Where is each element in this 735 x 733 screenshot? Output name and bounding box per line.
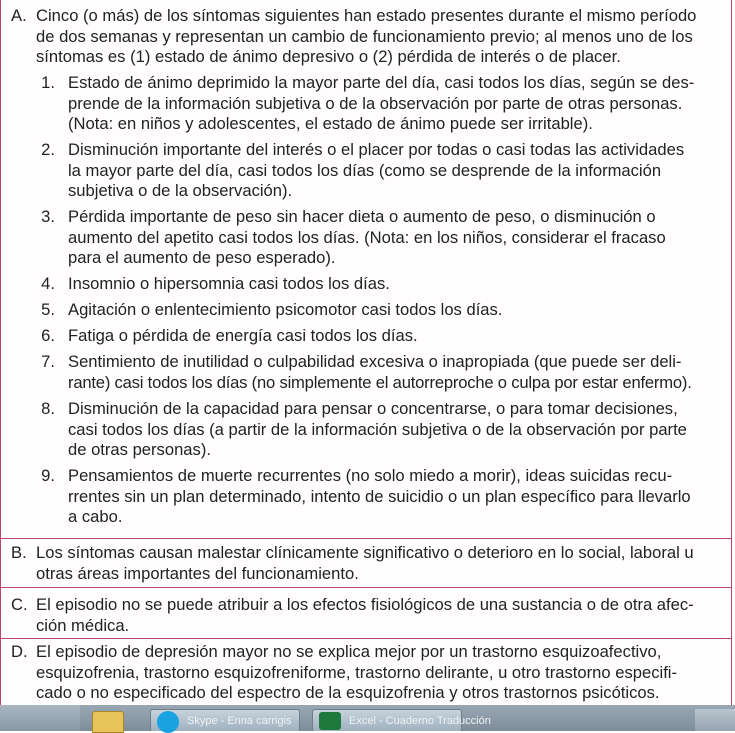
criterion-c-line: ción médica. [36,615,130,635]
symptom-line: subjetiva o de la observación). [68,181,293,200]
symptom-number: 2. [41,140,55,159]
symptom-line: Agitación o enlentecimiento psicomotor casi todos los días. [68,300,503,319]
taskbar [0,705,735,731]
symptom-line: Insomnio o hipersomnia casi todos los días. [68,274,390,293]
criterion-d-line: cado o no especificado del espectro de la esquizofrenia y otros trastornos psicóticos. [36,683,660,702]
criterion-d-line: El episodio de depresión mayor no se explica mejor por un trastorno esquizoafectivo, [36,642,662,661]
symptom-line: Pensamientos de muerte recurrentes (no solo miedo a morir), ideas suicidas recu- [68,466,673,485]
criterion-a-line: síntomas es (1) estado de ánimo depresivo o (2) pérdida de interés o de placer. [36,47,621,66]
symptom-line: para el aumento de peso esperado). [68,248,336,267]
symptom-line: Disminución de la capacidad para pensar o concentrarse, o para tomar decisiones, [68,399,678,418]
criterion-b-line: Los síntomas causan malestar clínicamente significativo o deterioro en lo social, laboral u [36,543,694,562]
taskbar-start-area[interactable] [0,705,80,731]
criterion-d-line: esquizofrenia, trastorno esquizofreniforme, trastorno delirante, u otro trastorno especifi- [36,662,678,682]
skype-icon [157,711,179,733]
criterion-c-letter: C. [11,595,28,614]
symptom-line: aumento del apetito casi todos los días. (Nota: en los niños, considerar el fracaso [68,227,666,247]
folder-icon[interactable] [92,711,124,733]
criterion-d-letter: D. [11,642,28,661]
symptom-number: 3. [41,207,55,226]
symptom-number: 4. [41,274,55,293]
taskbar-button-label: Excel - Cuaderno Traducción [349,715,491,727]
symptom-line: casi todos los días (a partir de la información subjetiva o de la observación por parte [68,419,687,439]
symptom-line: la mayor parte del día, casi todos los días (como se desprende de la información [68,160,662,180]
symptom-number: 1. [41,73,55,92]
symptom-line: Disminución importante del interés o el placer por todas o casi todas las actividades [68,140,685,159]
symptom-number: 8. [41,399,55,418]
symptom-line: rrentes sin un plan determinado, intento de suicidio o un plan específico para llevarlo [68,486,691,506]
criterion-a-letter: A. [11,6,27,25]
criterion-a-line: Cinco (o más) de los síntomas siguientes han estado presentes durante el mismo período [36,6,697,25]
symptom-line: de otras personas). [68,440,211,459]
symptom-line: rante) casi todos los días (no simplemente el autorreproche o culpa por estar enfermo). [68,372,692,392]
criterion-a-line: de dos semanas y representan un cambio de funcionamiento previo; al menos uno de los [36,26,693,46]
taskbar-button-excel[interactable] [312,709,491,731]
taskbar-button-label: Skype - Enna carrigis [187,715,292,727]
symptom-line: Fatiga o pérdida de energía casi todos los días. [68,326,418,345]
symptom-number: 5. [41,300,55,319]
symptom-line: prende de la información subjetiva o de la observación por parte de otras personas. [68,93,683,113]
symptom-number: 6. [41,326,55,345]
taskbar-button-skype[interactable] [150,709,300,731]
symptom-line: a cabo. [68,507,123,526]
criterion-b-letter: B. [11,543,27,562]
system-tray[interactable] [695,709,735,731]
symptom-number: 7. [41,352,55,371]
symptom-line: Pérdida importante de peso sin hacer dieta o aumento de peso, o disminución o [68,207,656,226]
criterion-b-line: otras áreas importantes del funcionamiento. [36,563,359,583]
symptom-line: (Nota: en niños y adolescentes, el estado de ánimo puede ser irritable). [68,114,593,133]
criterion-c-line: El episodio no se puede atribuir a los efectos fisiológicos de una sustancia o de otra afec- [36,595,694,614]
excel-icon [319,712,341,730]
symptom-number: 9. [41,466,55,485]
symptom-line: Sentimiento de inutilidad o culpabilidad excesiva o inapropiada (que puede ser deli- [68,352,682,371]
symptom-line: Estado de ánimo deprimido la mayor parte del día, casi todos los días, según se des- [68,73,695,92]
